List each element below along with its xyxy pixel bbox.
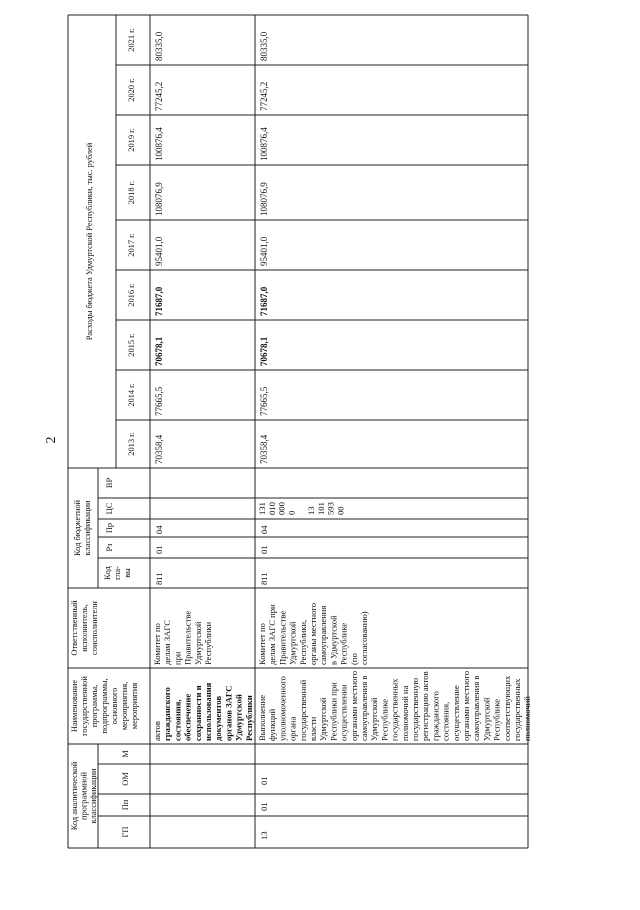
header-name: подпрограммы, (100, 678, 109, 734)
header-glava: Код (103, 566, 112, 580)
header-year: 2017 г. (127, 233, 136, 257)
cell-value: 100876,4 (154, 127, 164, 161)
cell-name: Удмуртской (318, 697, 329, 741)
cell-value: 77245,2 (259, 81, 269, 111)
header-name: программы, (90, 684, 99, 728)
cell-rz: 01 (259, 545, 269, 554)
header-analytic-col: М (121, 750, 130, 758)
cell-value: 70678,1 (154, 336, 164, 366)
cell-executor: в Удмуртской (328, 615, 339, 665)
header-name: мероприятия (130, 682, 139, 730)
cell-name: осуществление (450, 685, 461, 741)
cell-name: гражданского (430, 691, 441, 741)
header-year: 2021 г. (127, 28, 136, 52)
cell-cs: 00 (335, 506, 346, 515)
cell-name-bold: гражданского (162, 687, 173, 741)
cell-name: государственных (389, 678, 400, 741)
cell-name-bold: документов (213, 695, 224, 741)
cell-executor: Комитет по (257, 623, 267, 665)
cell-cs: 593 (325, 502, 336, 515)
cell-value: 77245,2 (154, 81, 164, 111)
header-year: 2015 г. (127, 333, 136, 357)
cell-value: 71687,0 (259, 286, 269, 316)
cell-value: 77665,5 (259, 386, 269, 416)
cell-name: Республики при (328, 682, 339, 741)
cell-name-bold: органов ЗАГС (223, 685, 234, 741)
cell-cs: 101 (315, 502, 326, 515)
header-budget: классификации (83, 500, 92, 556)
cell-name: Республике (379, 698, 390, 741)
cell-executor: Правительстве (277, 610, 288, 665)
header-year: 2019 г. (127, 128, 136, 152)
cell-value: 70358,4 (154, 434, 164, 464)
cell-executor: Республики, (297, 619, 308, 665)
cell-rz: 01 (154, 545, 164, 554)
cell-value: 95401,0 (154, 236, 164, 266)
cell-gp: 13 (259, 831, 269, 840)
cell-name: осуществлении (338, 684, 349, 741)
header-rz: Рз (105, 543, 114, 552)
cell-name: Удмуртской (481, 697, 492, 741)
header-analytic: Код аналитической (70, 761, 79, 831)
cell-name: органа (287, 716, 298, 741)
cell-name: самоуправления в (471, 675, 482, 741)
header-name: основного (110, 687, 119, 725)
cell-name-bold: состояния, (172, 699, 183, 741)
cell-name: государственную (410, 677, 420, 741)
header-name: Наименование (70, 679, 79, 733)
cell-name-bold: обеспечение (182, 693, 193, 741)
cell-value: 70678,1 (259, 336, 269, 366)
cell-executor: Удмуртской (287, 621, 298, 665)
header-analytic: программной (79, 772, 89, 820)
cell-executor: делам ЗАГС (162, 620, 173, 665)
page-number: 2 (44, 436, 59, 444)
cell-value: 95401,0 (259, 236, 269, 266)
header-glava: вы (123, 568, 132, 578)
cell-value: 100876,4 (259, 127, 269, 161)
cell-value: 71687,0 (154, 286, 164, 316)
cell-name-bold: Республики (243, 695, 254, 741)
cell-executor: при (172, 651, 183, 665)
cell-value: 80335,0 (259, 31, 269, 61)
cell-name: уполномоченного (277, 676, 288, 741)
header-executor: Ответственный (70, 600, 79, 656)
cell-executor: самоуправления (318, 605, 329, 665)
header-vr: ВР (105, 477, 114, 489)
cell-name: органами местного (348, 670, 359, 741)
cell-value: 77665,5 (154, 386, 164, 416)
cell-cs: 010 (266, 502, 277, 515)
cell-executor: согласованию) (359, 611, 369, 665)
cell-name: актов (152, 721, 162, 741)
header-year: 2018 г. (127, 180, 136, 205)
cell-pr: 04 (154, 525, 164, 534)
cell-executor: Правительстве (182, 610, 193, 665)
cell-name: соответствующих (501, 675, 512, 741)
cell-name: государственных (512, 678, 522, 741)
cell-pp: 01 (259, 802, 269, 811)
cell-name-bold: Удмуртской (233, 694, 244, 741)
header-year: 2016 г. (127, 283, 136, 307)
header-budget: Код бюджетной (73, 499, 82, 557)
header-analytic-col: Пп (121, 799, 130, 811)
cell-cs: 000 (276, 502, 287, 515)
cell-value: 108076,9 (154, 182, 164, 216)
header-glava: гла- (113, 566, 122, 580)
cell-om: 01 (259, 776, 269, 785)
cell-name: полномочий на (399, 685, 410, 741)
cell-name: Выполнение (257, 694, 267, 741)
header-expenses: Расходы бюджета Удмуртской Республики, тыс. рублей (85, 142, 94, 341)
cell-name: Удмуртской (369, 697, 380, 741)
header-year: 2020 г. (127, 78, 136, 102)
cell-executor: органы местного (308, 603, 318, 665)
cell-name: самоуправления в (359, 675, 369, 741)
cell-executor: Удмуртской (192, 621, 203, 665)
header-name: мероприятия, (120, 681, 129, 731)
header-analytic-col: ОМ (121, 772, 130, 786)
header-executor: соисполнители (90, 601, 99, 655)
cell-name: регистрацию актов (420, 671, 431, 741)
header-analytic: классификации (89, 768, 98, 824)
table-text (70, 28, 532, 840)
cell-executor: Республики (203, 621, 213, 665)
header-analytic-col: ГП (121, 826, 130, 838)
cell-glava: 811 (259, 572, 269, 585)
header-executor: исполнитель, (80, 604, 89, 652)
cell-executor: делам ЗАГС при (267, 604, 278, 665)
cell-cs: 13 (306, 506, 316, 515)
cell-value: 108076,9 (259, 182, 269, 216)
header-name: государственной (80, 676, 89, 736)
cell-name: власти (308, 716, 318, 741)
cell-name: Республике (491, 698, 502, 741)
cell-name-bold: использования (203, 682, 213, 741)
cell-executor: (по (348, 653, 359, 665)
cell-name: органами местного (461, 670, 471, 741)
cell-pr: 04 (259, 525, 269, 534)
cell-executor: Комитет по (152, 623, 162, 665)
cell-name-bold: сохранности и (192, 685, 203, 741)
cell-value: 80335,0 (154, 31, 164, 61)
cell-value: 70358,4 (259, 434, 269, 464)
header-pr: Пр (105, 522, 114, 534)
cell-glava: 811 (154, 572, 164, 585)
cell-cs: 131 (257, 502, 267, 515)
header-year: 2014 г. (127, 383, 136, 407)
cell-name: полномочий (522, 696, 533, 741)
cell-name: государственной (297, 679, 308, 741)
cell-cs: 0 (286, 510, 297, 515)
header-year: 2013 г. (127, 432, 136, 456)
header-cs: ЦС (105, 502, 114, 515)
cell-executor: Республике (338, 622, 349, 665)
cell-name: состояния, (440, 701, 451, 741)
cell-name: функций (267, 708, 278, 741)
